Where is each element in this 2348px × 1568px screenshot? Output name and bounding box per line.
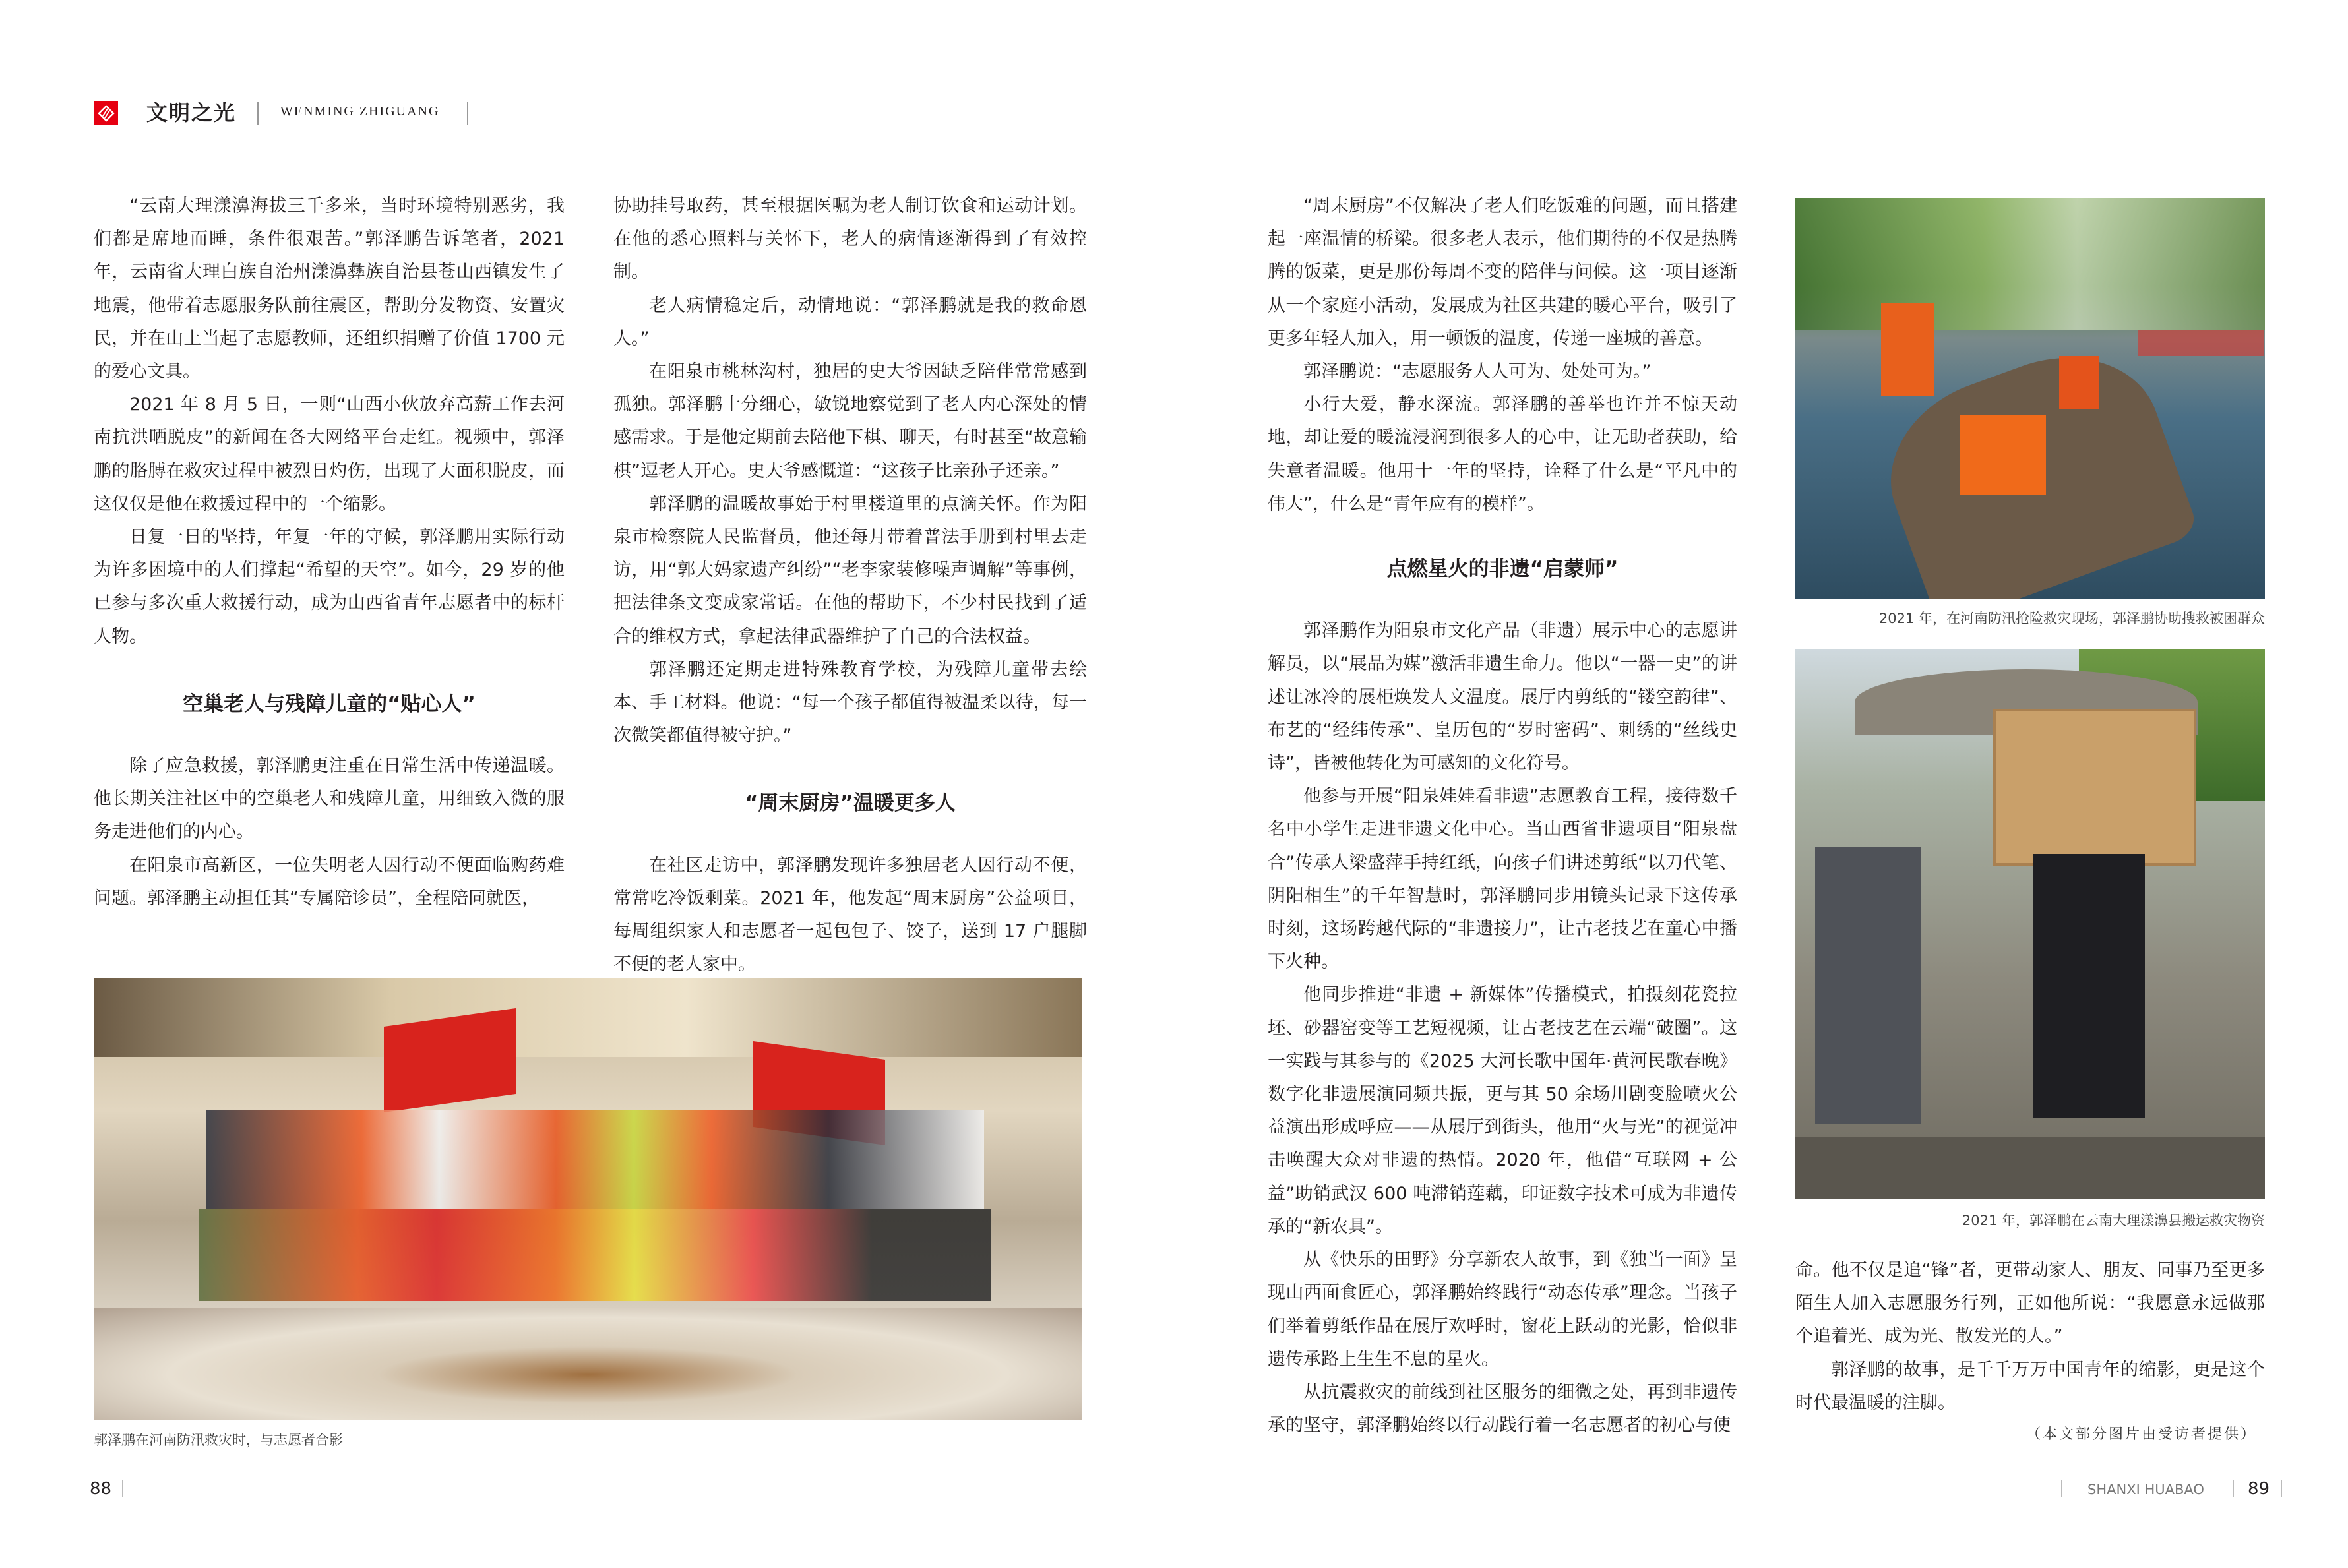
paragraph: 在阳泉市高新区，一位失明老人因行动不便面临购药难问题。郭泽鹏主动担任其“专属陪诊员”，全程陪同就医， xyxy=(94,855,565,909)
page-number-right: 89 xyxy=(2248,1479,2270,1499)
paragraph: “周末厨房”不仅解决了老人们吃饭难的问题，而且搭建起一座温情的桥梁。很多老人表示，他们期待的不仅是热腾腾的饭菜，更是那份每周不变的陪伴与问候。这一项目逐渐从一个家庭小活动，发展成为社区共建的暖心平台，吸引了更多年轻人加入，用一顿饭的温度，传递一座城的善意。 xyxy=(1268,196,1737,349)
paragraph-continued: 协助挂号取药，甚至根据医嘱为老人制订饮食和运动计划。在他的悉心照料与关怀下，老人的病情逐渐得到了有效控制。 xyxy=(613,196,1087,283)
paragraph: 老人病情稳定后，动情地说：“郭泽鹏就是我的救命恩人。” xyxy=(613,295,1087,349)
footer-divider xyxy=(2061,1480,2062,1497)
disaster-supplies-photo xyxy=(1795,649,2265,1199)
photo-credit: （本文部分图片由受访者提供） xyxy=(2025,1426,2257,1443)
magazine-logo-icon xyxy=(94,101,118,125)
article-column-2 xyxy=(613,190,1087,981)
footer-divider xyxy=(2233,1480,2234,1497)
section-heading: 点燃星火的非遗“启蒙师” xyxy=(1386,557,1619,582)
header-divider xyxy=(467,102,468,125)
section-title-en: WENMING ZHIGUANG xyxy=(280,104,440,119)
page-number-left: 88 xyxy=(90,1479,112,1499)
national-flag xyxy=(384,1008,516,1112)
section-heading: “周末厨房”温暖更多人 xyxy=(745,791,956,816)
article-column-3 xyxy=(1268,190,1737,1442)
header-divider xyxy=(257,102,259,125)
footer-divider xyxy=(122,1480,123,1497)
paragraph: 郭泽鹏还定期走进特殊教育学校，为残障儿童带去绘本、手工材料。他说：“每一个孩子都值得被温柔以待，每一次微笑都值得被守护。” xyxy=(613,659,1087,746)
magazine-name: SHANXI HUABAO xyxy=(2087,1482,2204,1497)
flood-rescue-photo xyxy=(1795,198,2265,599)
paragraph: 他参与开展“阳泉娃娃看非遗”志愿教育工程，接待数千名中小学生走进非遗文化中心。当山西省非遗项目“阳泉盘合”传承人梁盛萍手持红纸，向孩子们讲述剪纸“以刀代笔、阴阳相生”的千年智慧时，郭泽鹏同步用镜头记录下这传承时刻，这场跨越代际的“非遗接力”，让古老技艺在童心中播下火种。 xyxy=(1268,786,1737,973)
paragraph: 在社区走访中，郭泽鹏发现许多独居老人因行动不便，常常吃冷饭剩菜。2021 年，他发起“周末厨房”公益项目，每周组织家人和志愿者一起包包子、饺子，送到 17 户腿脚不便的老人家中。 xyxy=(613,855,1087,975)
paragraph: “云南大理漾濞海拔三千多米，当时环境特别恶劣，我们都是席地而睡，条件很艰苦。”郭泽鹏告诉笔者，2021年，云南省大理白族自治州漾濞彝族自治县苍山西镇发生了地震，他带着志愿服务队前往震区，帮助分发物资、安置灾民，并在山上当起了志愿教师，还组织捐赠了价值 1700 元的爱心文具。 xyxy=(94,196,565,382)
paragraph: 郭泽鹏的故事，是千千万万中国青年的缩影，更是这个时代最温暖的注脚。 xyxy=(1795,1359,2265,1413)
footer-divider xyxy=(2281,1480,2282,1497)
paragraph: 他同步推进“非遗 + 新媒体”传播模式，拍摄刻花瓷拉坯、砂器窑变等工艺短视频，让古老技艺在云端“破圈”。这一实践与其参与的《2025 大河长歌中国年·黄河民歌春晚》数字化非遗展演同频共振，更与其 50 余场川剧变脸喷火公益演出形成呼应——从展厅到街头，他用“火与光”的视觉冲击唤醒大众对非遗的热情。2020 年，他借“互联网 + 公益”助销武汉 600 吨滞销莲藕，印证数字技术可成为非遗传承的“新农具”。 xyxy=(1268,984,1737,1237)
article-column-4 xyxy=(1795,1254,2265,1420)
paragraph: 小行大爱，静水深流。郭泽鹏的善举也许并不惊天动地，却让爱的暖流浸润到很多人的心中，让无助者获助，给失意者温暖。他用十一年的坚持，诠释了什么是“平凡中的伟大”，什么是“青年应有的模样”。 xyxy=(1268,394,1737,514)
paragraph: 郭泽鹏作为阳泉市文化产品（非遗）展示中心的志愿讲解员，以“展品为媒”激活非遗生命力。他以“一器一史”的讲述让冰冷的展柜焕发人文温度。展厅内剪纸的“镂空韵律”、布艺的“经纬传承”、皇历包的“岁时密码”、刺绣的“丝线史诗”，皆被他转化为可感知的文化符号。 xyxy=(1268,620,1737,774)
section-heading: 空巢老人与残障儿童的“贴心人” xyxy=(183,692,476,716)
article-column-1 xyxy=(94,190,565,915)
paragraph-continued: 命。他不仅是追“锋”者，更带动家人、朋友、同事乃至更多陌生人加入志愿服务行列，正如他所说：“我愿意永远做那个追着光、成为光、散发光的人。” xyxy=(1795,1260,2265,1347)
paragraph: 在阳泉市桃林沟村，独居的史大爷因缺乏陪伴常常感到孤独。郭泽鹏十分细心，敏锐地察觉到了老人内心深处的情感需求。于是他定期前去陪他下棋、聊天，有时甚至“故意输棋”逗老人开心。史大爷感慨道：“这孩子比亲孙子还亲。” xyxy=(613,361,1087,481)
paragraph: 2021 年 8 月 5 日，一则“山西小伙放弃高薪工作去河南抗洪晒脱皮”的新闻在各大网络平台走红。视频中，郭泽鹏的胳膊在救灾过程中被烈日灼伤，出现了大面积脱皮，而这仅仅是他在救援过程中的一个缩影。 xyxy=(94,394,565,514)
paragraph: 从抗震救灾的前线到社区服务的细微之处，再到非遗传承的坚守，郭泽鹏始终以行动践行着一名志愿者的初心与使 xyxy=(1268,1381,1737,1436)
paragraph: 除了应急救援，郭泽鹏更注重在日常生活中传递温暖。他长期关注社区中的空巢老人和残障儿童，用细致入微的服务走进他们的内心。 xyxy=(94,756,565,843)
paragraph: 从《快乐的田野》分享新农人故事，到《独当一面》呈现山西面食匠心，郭泽鹏始终践行“动态传承”理念。当孩子们举着剪纸作品在展厅欢呼时，窗花上跃动的光影，恰似非遗传承路上生生不息的星火。 xyxy=(1268,1250,1737,1370)
paragraph: 日复一日的坚持，年复一年的守候，郭泽鹏用实际行动为许多困境中的人们撑起“希望的天空”。如今，29 岁的他已参与多次重大救援行动，成为山西省青年志愿者中的标杆人物。 xyxy=(94,527,565,647)
photo-caption: 郭泽鹏在河南防汛救灾时，与志愿者合影 xyxy=(94,1432,343,1448)
photo-caption: 2021 年，郭泽鹏在云南大理漾濞县搬运救灾物资 xyxy=(1962,1213,2265,1228)
photo-caption: 2021 年，在河南防汛抢险救灾现场，郭泽鹏协助搜救被困群众 xyxy=(1878,611,2265,626)
section-title: 文明之光 xyxy=(146,100,237,125)
paragraph: 郭泽鹏说：“志愿服务人人可为、处处可为。” xyxy=(1303,361,1652,382)
volunteer-group-photo xyxy=(94,978,1082,1420)
paragraph: 郭泽鹏的温暖故事始于村里楼道里的点滴关怀。作为阳泉市检察院人民监督员，他还每月带着普法手册到村里去走访，用“郭大妈家遗产纠纷”“老李家装修噪声调解”等事例，把法律条文变成家常话。在他的帮助下，不少村民找到了适合的维权方式，拿起法律武器维护了自己的合法权益。 xyxy=(613,493,1087,647)
